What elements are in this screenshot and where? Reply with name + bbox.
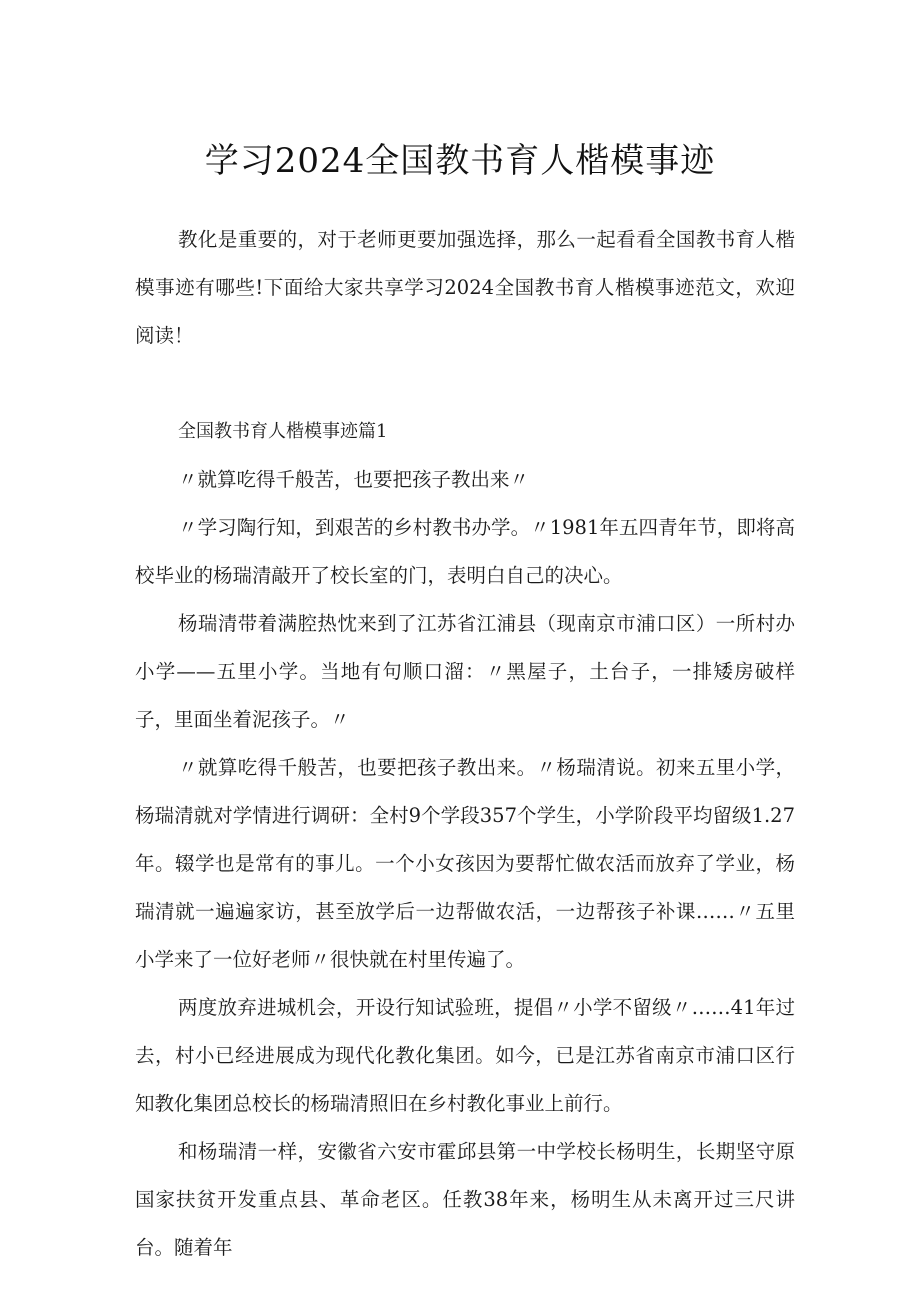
spacer	[135, 360, 795, 408]
paragraph-6: 和杨瑞清一样，安徽省六安市霍邱县第一中学校长杨明生，长期坚守原国家扶贫开发重点县、革命老区。任教38年来，杨明生从未离开过三尺讲台。随着年	[135, 1140, 795, 1259]
document-body	[135, 216, 795, 1272]
paragraph-1: 〃就算吃得千般苦，也要把孩子教出来〃	[178, 468, 530, 491]
paragraph-2: 〃学习陶行知，到艰苦的乡村教书办学。〃1981年五四青年节，即将高校毕业的杨瑞清敲开了校长室的门，表明白自己的决心。	[135, 516, 795, 587]
document-title: 学习2024全国教书育人楷模事迹	[204, 141, 716, 181]
paragraph-4: 〃就算吃得千般苦，也要把孩子教出来。〃杨瑞清说。初来五里小学，杨瑞清就对学情进行调研：全村9个学段357个学生，小学阶段平均留级1.27年。辍学也是常有的事儿。一个小女孩因为要帮忙做农活而放弃了学业，杨瑞清就一遍遍家访，甚至放学后一边帮做农活，一边帮孩子补课……〃五里小学来了一位好老师〃很快就在村里传遍了。	[135, 756, 795, 971]
paragraph-5: 两度放弃进城机会，开设行知试验班，提倡〃小学不留级〃……41年过去，村小已经进展成为现代化教化集团。如今，已是江苏省南京市浦口区行知教化集团总校长的杨瑞清照旧在乡村教化事业上前行。	[135, 996, 795, 1115]
intro-paragraph: 教化是重要的，对于老师更要加强选择，那么一起看看全国教书育人楷模事迹有哪些!下面给大家共享学习2024全国教书育人楷模事迹范文，欢迎阅读！	[135, 228, 795, 347]
section-heading: 全国教书育人楷模事迹篇1	[178, 421, 388, 442]
paragraph-3: 杨瑞清带着满腔热忱来到了江苏省江浦县（现南京市浦口区）一所村办小学——五里小学。当地有句顺口溜：〃黑屋子，土台子，一排矮房破样子，里面坐着泥孩子。〃	[135, 612, 795, 731]
